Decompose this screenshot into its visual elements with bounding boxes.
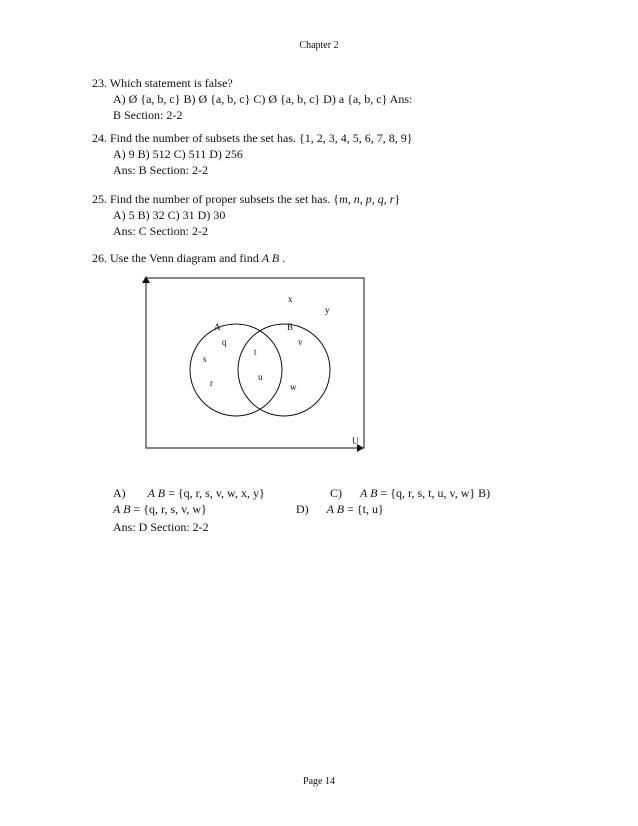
option-c bbox=[330, 486, 490, 501]
venn-a-r: r bbox=[210, 378, 213, 388]
question-25-close: } bbox=[394, 192, 401, 206]
option-c-value: = {q, r, s, t, u, v, w} B) bbox=[377, 486, 491, 500]
question-26-prompt: 26. Use the Venn diagram and find bbox=[92, 251, 262, 265]
venn-universe-box bbox=[146, 278, 364, 448]
venn-b-w: w bbox=[290, 382, 297, 392]
question-24-answer: Ans: B Section: 2-2 bbox=[113, 163, 208, 177]
option-b bbox=[113, 502, 207, 517]
question-23-options: A) Ø {a, b, c} B) Ø {a, b, c} C) Ø {a, b, c} D) a {a, b, c} Ans: bbox=[113, 92, 413, 106]
venn-label-a: A bbox=[214, 322, 221, 332]
option-c-label: C) bbox=[330, 486, 342, 500]
arrow-up-icon bbox=[142, 276, 150, 283]
question-26-period: . bbox=[279, 251, 286, 265]
question-26-answer: Ans: D Section: 2-2 bbox=[113, 520, 209, 534]
option-d bbox=[296, 502, 384, 517]
option-c-expr: A B bbox=[360, 486, 378, 500]
venn-a-s: s bbox=[203, 354, 207, 364]
venn-b-v: v bbox=[298, 337, 303, 347]
chapter-header: Chapter 2 bbox=[299, 40, 339, 51]
question-23-answer: B Section: 2-2 bbox=[113, 108, 183, 122]
venn-both-u: u bbox=[258, 372, 263, 382]
option-d-expr: A B bbox=[326, 502, 345, 516]
option-a bbox=[113, 486, 265, 501]
question-25-set: m, n, p, q, r bbox=[339, 192, 395, 206]
question-24-text: 24. Find the number of subsets the set has. {1, 2, 3, 4, 5, 6, 7, 8, 9} bbox=[92, 131, 413, 145]
venn-label-b: B bbox=[287, 322, 294, 332]
option-a-expr: A B bbox=[147, 486, 166, 500]
venn-circle-a bbox=[190, 324, 282, 416]
question-26-expr: A B bbox=[261, 251, 280, 265]
venn-outside-x: x bbox=[288, 294, 293, 304]
option-a-label: A) bbox=[113, 486, 126, 500]
option-a-value: = {q, r, s, v, w, x, y} bbox=[165, 486, 265, 500]
question-25-options: A) 5 B) 32 C) 31 D) 30 bbox=[113, 208, 226, 222]
question-23-text: 23. Which statement is false? bbox=[92, 76, 233, 90]
question-25-prompt: 25. Find the number of proper subsets the set has. { bbox=[92, 192, 340, 206]
option-b-expr: A B bbox=[113, 502, 131, 516]
venn-a-q: q bbox=[222, 337, 227, 347]
venn-both-t: t bbox=[254, 347, 257, 357]
question-24-options: A) 9 B) 512 C) 511 D) 256 bbox=[113, 147, 243, 161]
venn-universe-label: U bbox=[352, 436, 359, 446]
option-b-value: = {q, r, s, v, w} bbox=[130, 502, 207, 516]
venn-outside-y: y bbox=[325, 305, 330, 315]
question-25-answer: Ans: C Section: 2-2 bbox=[113, 224, 208, 238]
venn-circle-b bbox=[238, 324, 330, 416]
option-d-value: = {t, u} bbox=[344, 502, 384, 516]
option-d-label: D) bbox=[296, 502, 309, 516]
page-number: Page 14 bbox=[303, 776, 335, 787]
